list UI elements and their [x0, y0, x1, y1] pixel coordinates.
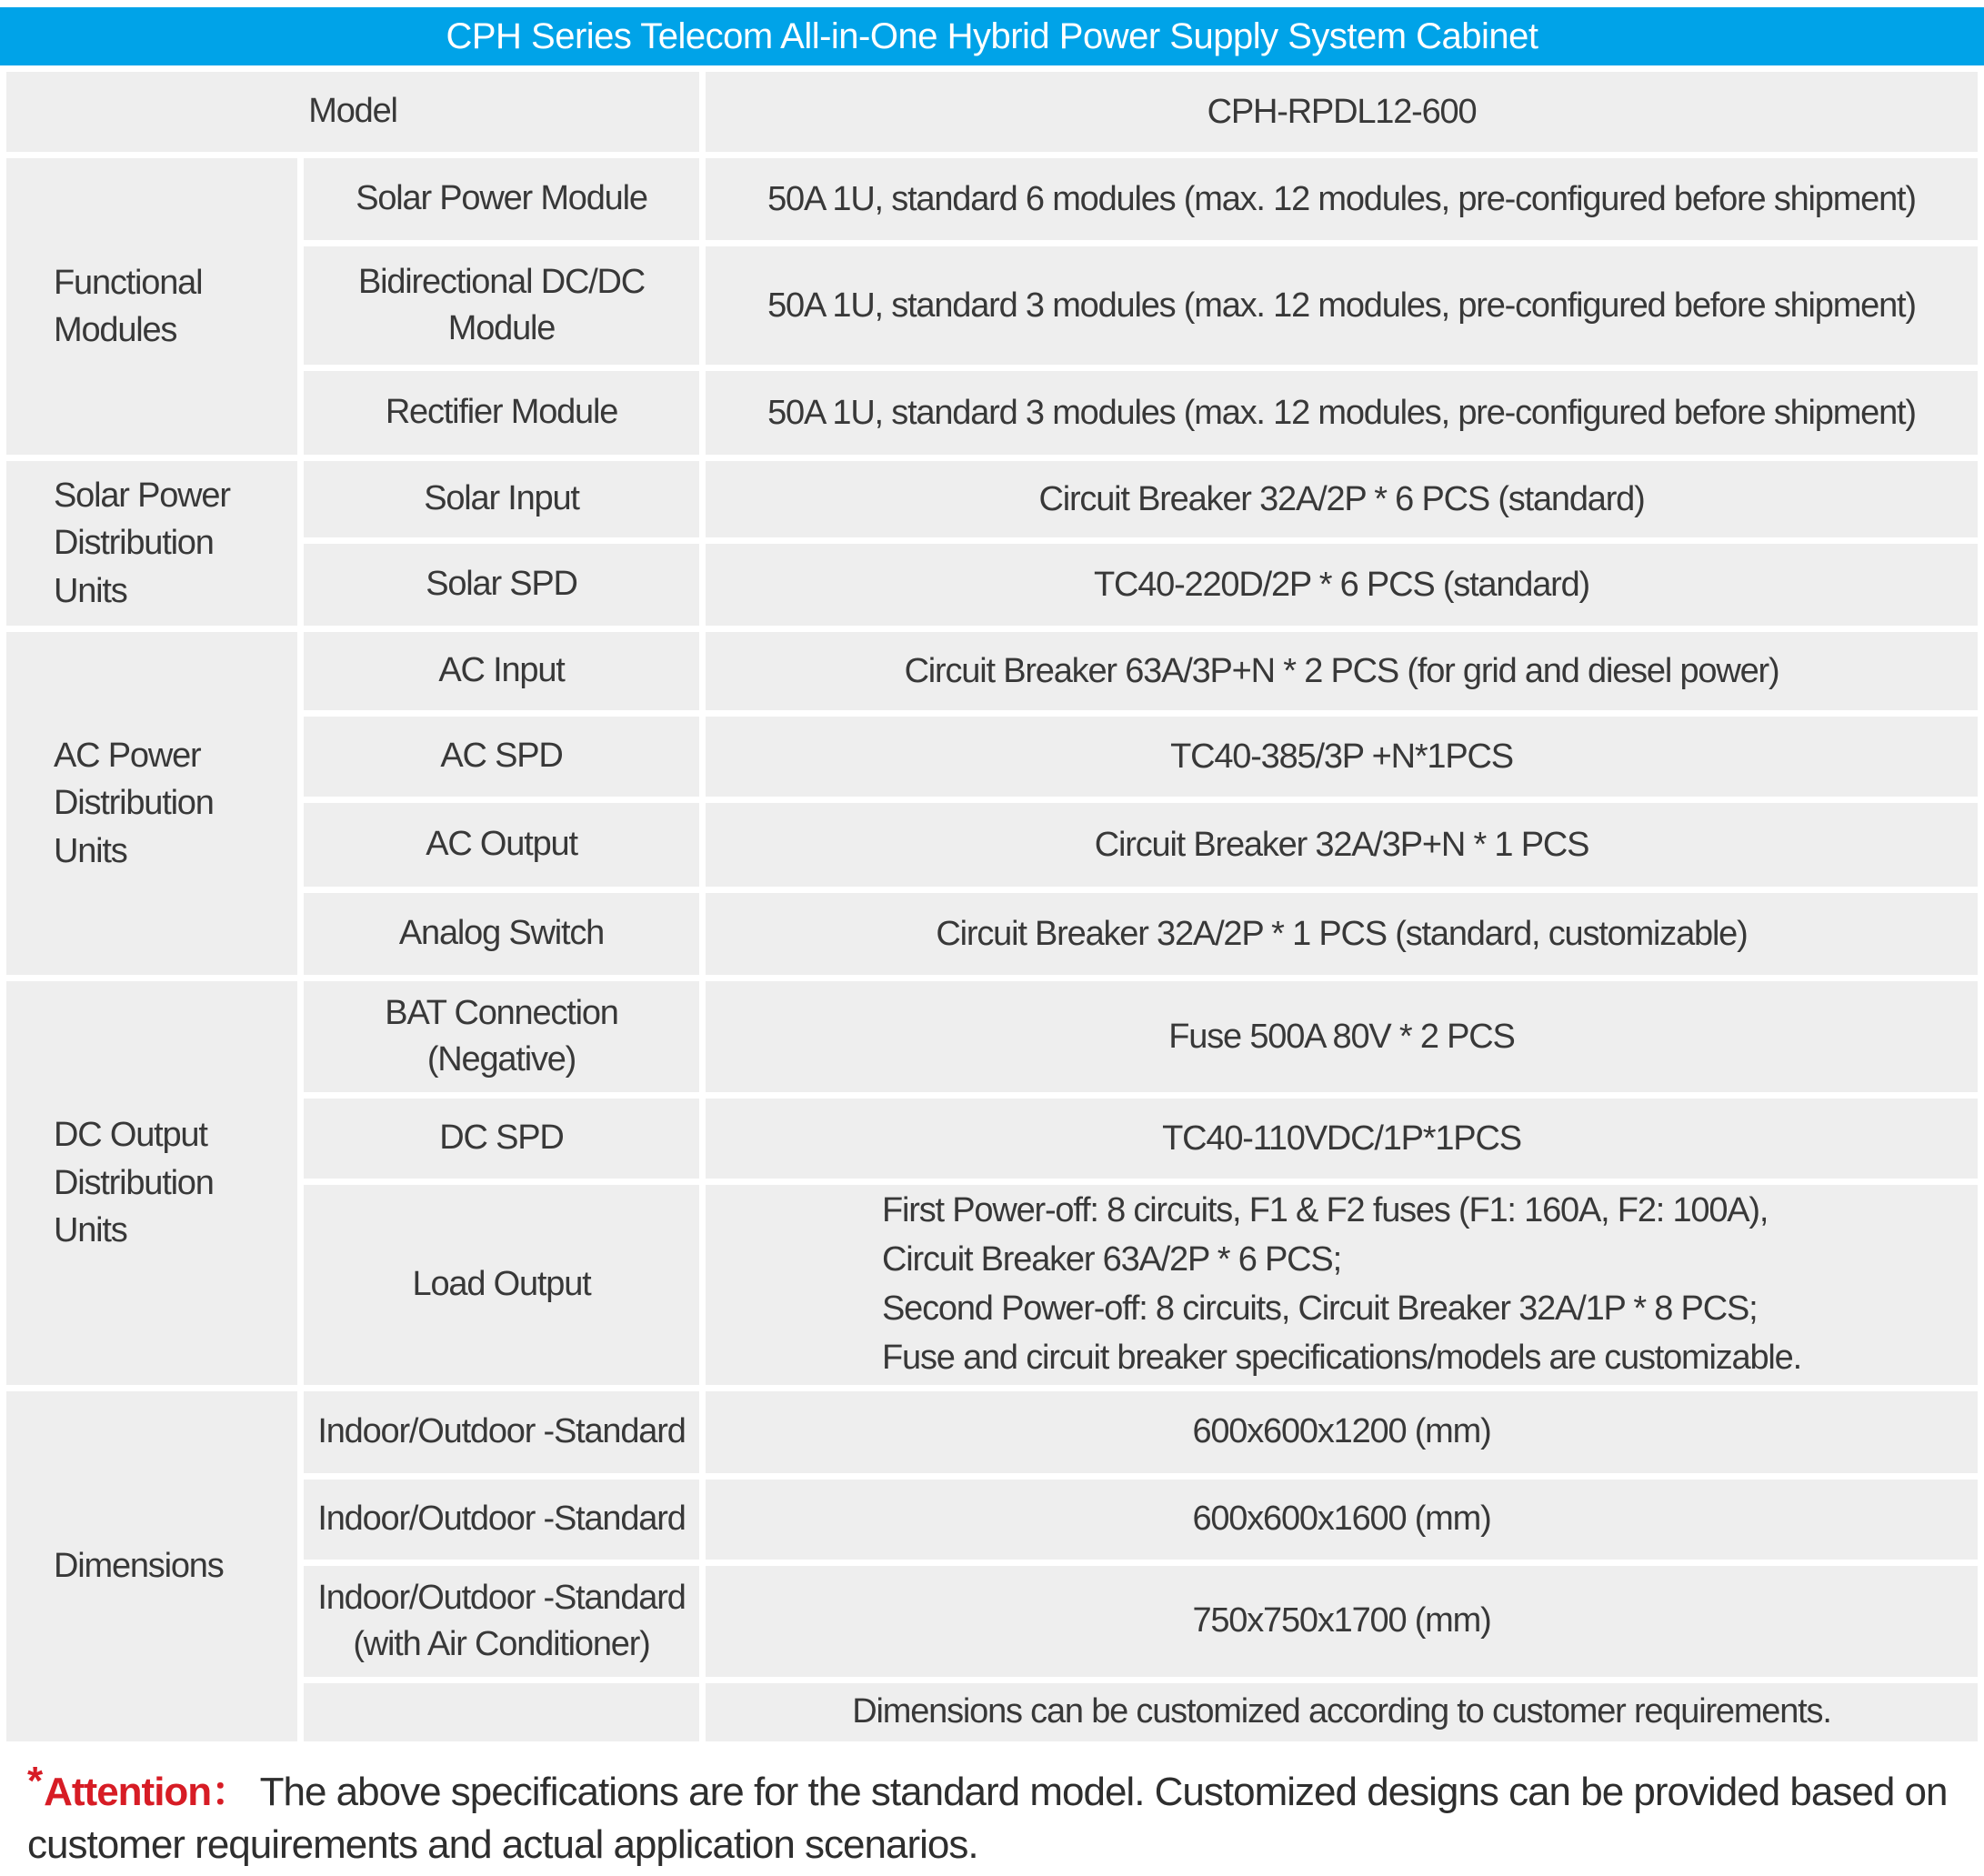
cell-value-rectifier-module: 50A 1U, standard 3 modules (max. 12 modules, pre-configured before shipment)	[706, 371, 1978, 455]
cell-value-solar-input: Circuit Breaker 32A/2P * 6 PCS (standard)	[706, 461, 1978, 537]
load-output-text-block	[882, 1187, 1801, 1383]
cell-group-solar-power-distribution: Solar Power Distribution Units	[6, 461, 297, 626]
row-dimension-3	[6, 1566, 1978, 1677]
cell-model-value: CPH-RPDL12-600	[706, 72, 1978, 152]
row-dc-spd	[6, 1099, 1978, 1179]
cell-value-analog-switch: Circuit Breaker 32A/2P * 1 PCS (standard, customizable)	[706, 893, 1978, 975]
row-rectifier-module	[6, 371, 1978, 455]
cell-label-solar-input: Solar Input	[304, 461, 699, 537]
row-ac-input	[6, 632, 1978, 710]
row-ac-spd	[6, 717, 1978, 797]
attention-note	[27, 1758, 1957, 1871]
cell-group-ac-power-distribution: AC Power Distribution Units	[6, 632, 297, 975]
row-solar-spd	[6, 544, 1978, 626]
cell-value-ac-spd: TC40-385/3P +N*1PCS	[706, 717, 1978, 797]
cell-label-bat-connection: BAT Connection (Negative)	[304, 981, 699, 1092]
cell-label-ac-output: AC Output	[304, 803, 699, 887]
load-output-line-3: Second Power-off: 8 circuits, Circuit Breaker 32A/1P * 8 PCS;	[882, 1289, 1758, 1328]
cell-label-dimension-1	[304, 1391, 699, 1473]
cell-label-ac-input: AC Input	[304, 632, 699, 710]
cell-label-solar-power-module: Solar Power Module	[304, 158, 699, 240]
attention-asterisk: *	[27, 1758, 43, 1803]
cell-label-load-output: Load Output	[304, 1185, 699, 1385]
cell-value-dimension-custom: Dimensions can be customized according to customer requirements.	[706, 1683, 1978, 1741]
cell-label-dc-spd: DC SPD	[304, 1099, 699, 1179]
cell-model-label: Model	[6, 72, 699, 152]
cell-group-functional-modules: Functional Modules	[6, 158, 297, 455]
cell-value-dimension-2: 600x600x1600 (mm)	[706, 1480, 1978, 1560]
row-solar-input	[6, 461, 1978, 537]
row-solar-power-module	[6, 158, 1978, 240]
dimension-1-label: Indoor/Outdoor -Standard	[317, 1412, 686, 1451]
cell-value-ac-input: Circuit Breaker 63A/3P+N * 2 PCS (for grid and diesel power)	[706, 632, 1978, 710]
load-output-line-4: Fuse and circuit breaker specifications/models are customizable.	[882, 1338, 1801, 1377]
load-output-line-1: First Power-off: 8 circuits, F1 & F2 fuses (F1: 160A, F2: 100A),	[882, 1191, 1769, 1229]
cell-value-dimension-3: 750x750x1700 (mm)	[706, 1566, 1978, 1677]
row-analog-switch	[6, 893, 1978, 975]
table-title-bar	[0, 7, 1984, 65]
cell-value-load-output	[706, 1185, 1978, 1385]
dimension-3-label-line-2: (with Air Conditioner)	[353, 1624, 650, 1663]
cell-label-dimension-3	[304, 1566, 699, 1677]
cell-value-solar-power-module: 50A 1U, standard 6 modules (max. 12 modules, pre-configured before shipment)	[706, 158, 1978, 240]
table-title: CPH Series Telecom All-in-One Hybrid Power Supply System Cabinet	[446, 15, 1538, 56]
dimension-3-label-line-1: Indoor/Outdoor -Standard	[317, 1578, 686, 1617]
row-bat-connection	[6, 981, 1978, 1092]
cell-value-bat-connection: Fuse 500A 80V * 2 PCS	[706, 981, 1978, 1092]
cell-value-solar-spd: TC40-220D/2P * 6 PCS (standard)	[706, 544, 1978, 626]
row-ac-output	[6, 803, 1978, 887]
cell-label-dimension-2	[304, 1480, 699, 1560]
row-dimension-1	[6, 1391, 1978, 1473]
cell-label-analog-switch: Analog Switch	[304, 893, 699, 975]
cell-label-dimension-custom-empty	[304, 1683, 699, 1741]
dimension-2-label: Indoor/Outdoor -Standard	[317, 1500, 686, 1539]
spec-table	[0, 65, 1984, 1748]
cell-value-dimension-1: 600x600x1200 (mm)	[706, 1391, 1978, 1473]
cell-value-bidirectional-dcdc: 50A 1U, standard 3 modules (max. 12 modules, pre-configured before shipment)	[706, 246, 1978, 365]
cell-label-solar-spd: Solar SPD	[304, 544, 699, 626]
row-dimension-2	[6, 1480, 1978, 1560]
cell-value-dc-spd: TC40-110VDC/1P*1PCS	[706, 1099, 1978, 1179]
row-dimension-custom	[6, 1683, 1978, 1741]
load-output-line-2: Circuit Breaker 63A/2P * 6 PCS;	[882, 1239, 1341, 1279]
cell-value-ac-output: Circuit Breaker 32A/3P+N * 1 PCS	[706, 803, 1978, 887]
row-bidirectional-dcdc-module	[6, 246, 1978, 365]
row-model	[6, 72, 1978, 152]
cell-label-rectifier-module: Rectifier Module	[304, 371, 699, 455]
attention-text: The above specifications are for the standard model. Customized designs can be provided based on customer requirements and actual application scenarios.	[27, 1769, 1948, 1867]
cell-label-bidirectional-dcdc: Bidirectional DC/DC Module	[304, 246, 699, 365]
cell-group-dimensions: Dimensions	[6, 1391, 297, 1741]
spec-sheet	[0, 7, 1984, 1871]
cell-label-ac-spd: AC SPD	[304, 717, 699, 797]
cell-group-dc-output-distribution: DC Output Distribution Units	[6, 981, 297, 1385]
row-load-output	[6, 1185, 1978, 1385]
attention-label: Attention：	[44, 1769, 251, 1814]
